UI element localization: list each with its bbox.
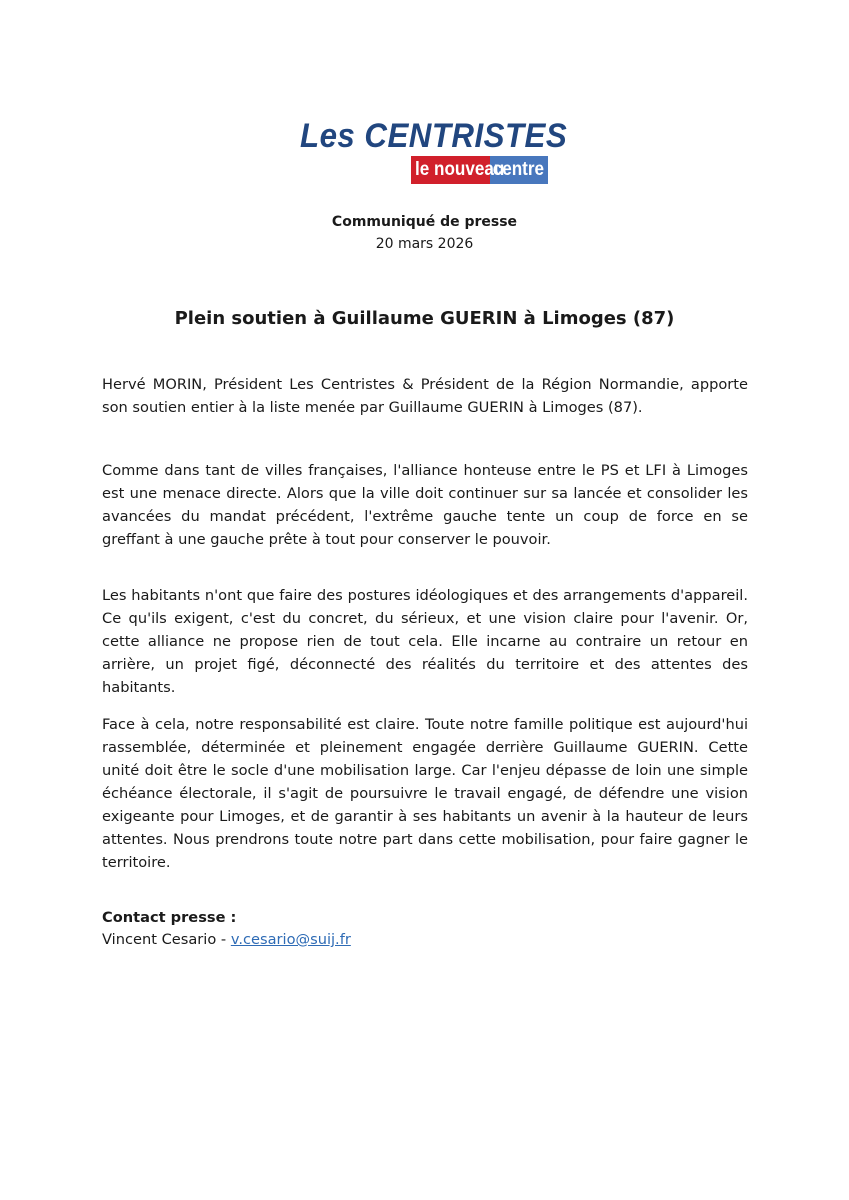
press-release-date: 20 mars 2026 bbox=[375, 236, 474, 252]
paragraph-4: Face à cela, notre responsabilité est claire. Toute notre famille politique est aujourd'hui rassemblée, déterminée et pleinement engagée derrière Guillaume GUERIN. Cette unité doit être le socle d'une mobilisation large. Car l'enjeu dépasse de loin une simple échéance électorale, il s'agit de poursuivre le travail engagé, de défendre une vision exigeante pour Limoges, et de garantir à ses habitants un avenir à la hauteur de leurs attentes. Nous prendrons toute notre part dans cette mobilisation, pour faire gagner le territoire. bbox=[102, 716, 748, 871]
les-centristes-logo bbox=[300, 116, 568, 186]
contact-line bbox=[102, 931, 351, 948]
contact-label: Contact presse : bbox=[102, 909, 237, 926]
press-release-label: Communiqué de presse bbox=[331, 214, 518, 230]
paragraph-1: Hervé MORIN, Président Les Centristes & Président de la Région Normandie, apporte son soutien entier à la liste menée par Guillaume GUERIN à Limoges (87). bbox=[102, 376, 748, 416]
contact-name: Vincent Cesario - bbox=[102, 931, 231, 948]
document-title: Plein soutien à Guillaume GUERIN à Limoges (87) bbox=[174, 308, 675, 329]
logo-subtitle-band bbox=[411, 156, 548, 184]
contact-email-link[interactable]: v.cesario@suij.fr bbox=[230, 931, 351, 948]
paragraph-3: Les habitants n'ont que faire des postures idéologiques et des arrangements d'appareil. Ce qu'ils exigent, c'est du concret, du sérieux, et une vision claire pour l'avenir. Or, cette alliance ne propose rien de tout cela. Elle incarne au contraire un retour en arrière, un projet figé, déconnecté des réalités du territoire et des attentes des habitants. bbox=[102, 587, 748, 696]
logo-subtitle-part1: le nouveau bbox=[415, 159, 505, 180]
logo-subtitle-part2: centre bbox=[492, 159, 544, 180]
logo-main-text: Les CENTRISTES bbox=[300, 117, 568, 155]
paragraph-2: Comme dans tant de villes françaises, l'alliance honteuse entre le PS et LFI à Limoges est une menace directe. Alors que la ville doit continuer sur sa lancée et consolider les avancées du mandat précédent, l'extrême gauche tente un coup de force en se greffant à une gauche prête à tout pour conserver le pouvoir. bbox=[102, 462, 748, 548]
